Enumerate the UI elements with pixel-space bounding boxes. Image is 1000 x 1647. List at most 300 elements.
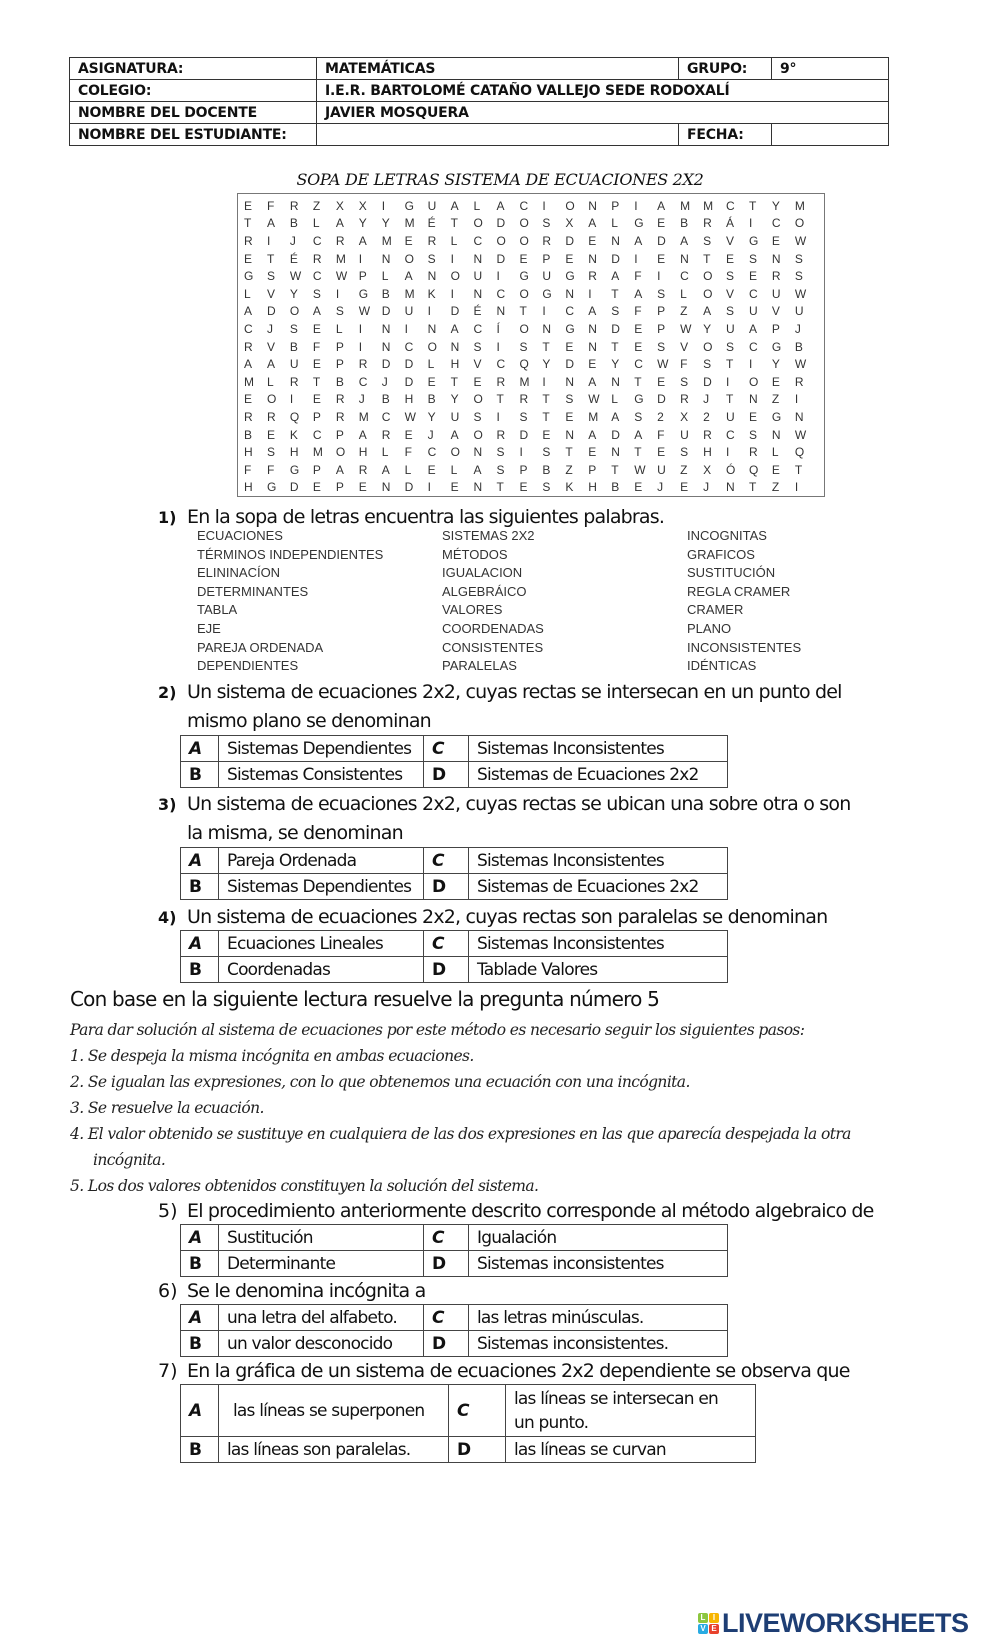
wordsearch-letter[interactable]: R [703,216,712,231]
wordsearch-letter[interactable]: N [381,321,391,336]
wordsearch-letter[interactable]: H [289,445,299,460]
wordsearch-letter[interactable]: O [519,233,529,248]
wordsearch-letter[interactable]: H [703,445,712,460]
wordsearch-letter[interactable]: O [794,216,805,231]
wordsearch-letter[interactable]: H [450,357,460,372]
wordsearch-letter[interactable]: T [748,198,757,213]
liveworksheets-logo[interactable] [698,1608,969,1639]
wordsearch-letter[interactable]: S [680,445,689,460]
wordsearch-letter[interactable]: T [794,462,803,477]
wordsearch-letter[interactable]: R [588,269,597,284]
wordsearch-letter[interactable]: F [657,427,665,442]
wordsearch-letter[interactable]: T [542,392,550,407]
wordsearch-letter[interactable]: Y [358,216,367,231]
wordsearch-letter[interactable]: N [794,409,804,424]
wordsearch-letter[interactable]: X [358,198,367,213]
wordsearch-letter[interactable]: R [244,339,253,354]
wordsearch-letter[interactable]: M [519,374,530,389]
option-a[interactable]: Pareja Ordenada [219,848,424,874]
wordsearch-letter[interactable]: Q [519,357,529,372]
wordsearch-letter[interactable]: B [542,462,551,477]
wordsearch-letter[interactable]: I [726,374,730,389]
wordsearch-letter[interactable]: N [473,480,483,495]
wordsearch-letter[interactable]: I [450,251,454,266]
wordsearch-letter[interactable]: C [312,427,322,442]
option-c[interactable]: Sistemas Inconsistentes [469,736,728,762]
option-a[interactable]: Sustitución [219,1225,424,1251]
wordsearch-letter[interactable]: P [542,251,551,266]
wordsearch-letter[interactable]: L [266,374,274,389]
wordsearch-letter[interactable]: L [771,445,779,460]
wordsearch-letter[interactable]: T [565,445,573,460]
wordsearch-letter[interactable]: R [289,374,299,389]
wordsearch-letter[interactable]: B [335,374,344,389]
wordsearch-letter[interactable]: A [358,427,367,442]
wordsearch-letter[interactable]: A [634,286,643,301]
wordsearch-letter[interactable]: 2 [657,409,664,424]
wordsearch-letter[interactable]: N [473,251,483,266]
wordsearch-letter[interactable]: R [244,409,253,424]
wordsearch-letter[interactable]: E [771,233,780,248]
wordsearch-letter[interactable]: G [266,480,277,495]
wordsearch-letter[interactable]: I [519,445,523,460]
wordsearch-letter[interactable]: G [771,409,782,424]
wordsearch-letter[interactable]: G [404,198,415,213]
wordsearch-letter[interactable]: E [565,251,574,266]
option-b[interactable]: Sistemas Consistentes [219,762,424,788]
wordsearch-letter[interactable]: S [312,286,321,301]
wordsearch-letter[interactable]: A [266,357,275,372]
wordsearch-letter[interactable]: É [427,216,436,231]
wordsearch-letter[interactable]: E [312,321,321,336]
wordsearch-letter[interactable]: I [335,286,340,301]
wordsearch-letter[interactable]: A [611,269,620,284]
wordsearch-letter[interactable]: D [266,304,276,319]
wordsearch-letter[interactable]: C [358,374,368,389]
option-a[interactable]: Sistemas Dependientes [219,736,424,762]
wordsearch-letter[interactable]: C [244,321,253,336]
wordsearch-letter[interactable]: D [381,357,391,372]
wordsearch-letter[interactable]: C [748,286,758,301]
wordsearch-letter[interactable]: W [794,427,807,442]
wordsearch-letter[interactable]: R [703,427,712,442]
wordsearch-letter[interactable]: Y [450,392,459,407]
wordsearch-letter[interactable]: O [404,251,415,266]
option-c[interactable]: Sistemas Inconsistentes [469,931,728,957]
wordsearch-letter[interactable]: Y [381,216,390,231]
wordsearch-letter[interactable]: N [588,198,597,213]
wordsearch-letter[interactable]: S [335,304,344,319]
wordsearch-letter[interactable]: B [381,392,390,407]
option-b[interactable]: un valor desconocido [219,1331,424,1357]
wordsearch-letter[interactable]: N [473,286,483,301]
wordsearch-letter[interactable]: C [748,339,758,354]
wordsearch-letter[interactable]: Z [680,304,688,319]
wordsearch-letter[interactable]: D [565,233,575,248]
wordsearch-letter[interactable]: B [611,480,620,495]
option-a[interactable]: una letra del alfabeto. [219,1305,424,1331]
wordsearch-letter[interactable]: S [680,374,689,389]
wordsearch-letter[interactable]: B [381,286,390,301]
wordsearch-letter[interactable]: Y [611,357,620,372]
wordsearch-letter[interactable]: Y [771,198,780,213]
wordsearch-letter[interactable]: F [244,462,252,477]
wordsearch-letter[interactable]: E [404,233,413,248]
wordsearch-letter[interactable]: Y [542,357,551,372]
wordsearch-letter[interactable]: P [335,357,344,372]
wordsearch-letter[interactable]: C [771,216,781,231]
wordsearch-letter[interactable]: Q [748,462,759,477]
wordsearch-letter[interactable]: R [748,445,758,460]
wordsearch-letter[interactable]: N [611,445,620,460]
wordsearch-letter[interactable]: H [358,445,368,460]
wordsearch-letter[interactable]: A [588,427,597,442]
wordsearch-letter[interactable]: T [634,374,642,389]
wordsearch-letter[interactable]: S [542,480,551,495]
wordsearch-letter[interactable]: O [427,339,437,354]
option-b[interactable]: Determinante [219,1251,424,1277]
wordsearch-letter[interactable]: L [312,216,320,231]
wordsearch-letter[interactable]: T [542,409,550,424]
wordsearch-letter[interactable]: E [588,357,597,372]
wordsearch-letter[interactable]: M [404,286,415,301]
option-c[interactable]: Sistemas Inconsistentes [469,848,728,874]
wordsearch-letter[interactable]: G [542,286,552,301]
wordsearch-letter[interactable]: S [542,216,551,231]
wordsearch-letter[interactable]: D [381,304,391,319]
wordsearch-letter[interactable]: Q [794,445,805,460]
wordsearch-letter[interactable]: T [726,357,734,372]
wordsearch-letter[interactable]: U [473,269,483,284]
wordsearch-letter[interactable]: G [771,339,782,354]
wordsearch-letter[interactable]: S [542,445,551,460]
wordsearch-letter[interactable]: R [381,427,391,442]
wordsearch-letter[interactable]: C [404,339,414,354]
wordsearch-letter[interactable]: P [611,198,620,213]
wordsearch-letter[interactable]: A [748,321,757,336]
wordsearch-letter[interactable]: N [450,339,460,354]
wordsearch-letter[interactable]: R [794,374,804,389]
wordsearch-letter[interactable]: Y [771,357,780,372]
wordsearch-letter[interactable]: I [381,198,386,213]
wordsearch-letter[interactable]: C [519,198,529,213]
wordsearch-letter[interactable]: U [657,462,666,477]
wordsearch-letter[interactable]: A [634,233,643,248]
wordsearch-letter[interactable]: N [565,286,575,301]
wordsearch-letter[interactable]: R [335,409,345,424]
wordsearch-letter[interactable]: S [496,445,505,460]
wordsearch-letter[interactable]: S [657,339,666,354]
wordsearch-letter[interactable]: S [703,357,712,372]
wordsearch-letter[interactable]: P [335,339,344,354]
wordsearch-letter[interactable]: E [634,321,643,336]
wordsearch-letter[interactable]: B [680,216,689,231]
wordsearch-letter[interactable]: T [450,216,458,231]
wordsearch-letter[interactable]: V [266,339,275,354]
wordsearch-letter[interactable]: N [427,321,437,336]
wordsearch-letter[interactable]: X [703,462,712,477]
wordsearch-letter[interactable]: L [450,233,458,248]
wordsearch-letter[interactable]: P [358,269,367,284]
option-d[interactable]: Tablade Valores [469,957,728,983]
wordsearch-letter[interactable]: C [381,409,391,424]
wordsearch-letter[interactable]: H [588,480,597,495]
wordsearch-letter[interactable]: Q [289,409,300,424]
wordsearch-letter[interactable]: N [771,251,781,266]
wordsearch-letter[interactable]: I [496,269,500,284]
wordsearch-letter[interactable]: I [358,251,363,266]
wordsearch-letter[interactable]: I [748,216,753,231]
wordsearch-letter[interactable]: O [289,304,300,319]
wordsearch-letter[interactable]: A [404,269,413,284]
wordsearch-letter[interactable]: L [381,269,389,284]
wordsearch-letter[interactable]: U [748,304,758,319]
wordsearch-letter[interactable]: G [634,392,644,407]
wordsearch-letter[interactable]: P [771,321,780,336]
wordsearch-letter[interactable]: O [473,216,483,231]
wordsearch-letter[interactable]: K [289,427,298,442]
wordsearch-letter[interactable]: R [358,357,368,372]
wordsearch-letter[interactable]: B [289,216,298,231]
wordsearch-letter[interactable]: I [358,339,363,354]
wordsearch-letter[interactable]: F [634,304,642,319]
wordsearch-letter[interactable]: P [335,427,344,442]
wordsearch-letter[interactable]: B [244,427,253,442]
wordsearch-letter[interactable]: K [427,286,436,301]
wordsearch-letter[interactable]: A [680,233,689,248]
wordsearch-letter[interactable]: A [588,304,597,319]
wordsearch-letter[interactable]: R [335,392,345,407]
wordsearch-letter[interactable]: A [611,409,620,424]
wordsearch-letter[interactable]: T [611,339,619,354]
wordsearch-letter[interactable]: N [726,480,735,495]
wordsearch-letter[interactable]: N [771,427,781,442]
wordsearch-letter[interactable]: R [771,269,781,284]
wordsearch-letter[interactable]: J [703,480,710,495]
wordsearch-letter[interactable]: C [680,269,689,284]
wordsearch-letter[interactable]: S [266,269,275,284]
wordsearch-letter[interactable]: L [680,286,687,301]
wordsearch-letter[interactable]: T [519,304,527,319]
wordsearch-letter[interactable]: I [542,198,546,213]
wordsearch-letter[interactable]: X [680,409,689,424]
wordsearch-letter[interactable]: C [634,357,643,372]
wordsearch-letter[interactable]: E [588,233,597,248]
wordsearch-letter[interactable]: X [335,198,344,213]
wordsearch-letter[interactable]: J [381,374,388,389]
wordsearch-letter[interactable]: G [565,321,575,336]
option-c[interactable] [506,1385,756,1437]
wordsearch-letter[interactable]: I [657,269,661,284]
wordsearch-letter[interactable]: N [427,269,437,284]
wordsearch-letter[interactable]: E [680,480,689,495]
option-a[interactable]: Ecuaciones Lineales [219,931,424,957]
wordsearch-letter[interactable]: O [335,445,346,460]
wordsearch-letter[interactable]: W [289,269,302,284]
wordsearch-letter[interactable]: J [289,233,296,248]
wordsearch-letter[interactable]: N [381,251,391,266]
wordsearch-letter[interactable]: P [335,480,344,495]
wordsearch-letter[interactable]: D [611,321,620,336]
wordsearch-letter[interactable]: V [680,339,689,354]
wordsearch-letter[interactable]: S [703,233,712,248]
wordsearch-letter[interactable]: E [427,374,436,389]
wordsearch-letter[interactable]: S [565,392,574,407]
wordsearch-letter[interactable]: S [519,409,528,424]
wordsearch-letter[interactable]: S [519,339,528,354]
wordsearch-letter[interactable]: C [726,427,735,442]
wordsearch-letter[interactable]: D [657,233,666,248]
wordsearch-letter[interactable]: E [657,445,666,460]
wordsearch-letter[interactable]: E [244,198,253,213]
wordsearch-letter[interactable]: S [496,462,505,477]
wordsearch-letter[interactable]: M [335,251,346,266]
wordsearch-letter[interactable]: S [794,251,803,266]
wordsearch-letter[interactable]: G [244,269,254,284]
wordsearch-letter[interactable]: M [680,198,691,213]
wordsearch-letter[interactable]: D [450,304,460,319]
wordsearch-letter[interactable]: N [496,304,506,319]
wordsearch-letter[interactable]: N [588,251,597,266]
wordsearch-letter[interactable]: R [244,233,253,248]
wordsearch-letter[interactable]: G [289,462,300,477]
wordsearch-letter[interactable]: A [335,462,344,477]
wordsearch-letter[interactable]: O [266,392,277,407]
wordsearch-letter[interactable]: P [519,462,528,477]
wordsearch-letter[interactable]: R [358,462,368,477]
wordsearch-letter[interactable]: V [473,357,482,372]
wordsearch-letter[interactable]: R [289,198,299,213]
wordsearch-letter[interactable]: B [427,392,436,407]
wordsearch-letter[interactable]: Y [289,286,298,301]
wordsearch-letter[interactable]: I [726,445,730,460]
wordsearch-letter[interactable]: E [266,427,275,442]
wordsearch-letter[interactable]: O [748,374,759,389]
wordsearch-letter[interactable]: I [794,392,799,407]
wordsearch-letter[interactable]: I [404,321,409,336]
wordsearch-letter[interactable]: I [358,321,363,336]
wordsearch-letter[interactable]: T [496,392,504,407]
wordsearch-letter[interactable]: O [496,233,506,248]
wordsearch-letter[interactable]: E [634,339,643,354]
wordsearch-letter[interactable]: N [588,339,597,354]
wordsearch-letter[interactable]: A [450,321,459,336]
wordsearch-letter[interactable]: E [657,251,666,266]
option-b[interactable]: Coordenadas [219,957,424,983]
wordsearch-letter[interactable]: A [244,304,253,319]
wordsearch-letter[interactable]: N [381,339,391,354]
wordsearch-letter[interactable]: D [611,251,620,266]
wordsearch-letter[interactable]: I [634,198,638,213]
wordsearch-letter[interactable]: C [496,357,506,372]
wordsearch-letter[interactable]: A [381,462,390,477]
fecha-field[interactable] [772,124,889,146]
wordsearch-letter[interactable]: T [634,445,642,460]
wordsearch-letter[interactable]: R [427,233,437,248]
option-a[interactable]: las líneas se superponen [219,1385,449,1437]
wordsearch-letter[interactable]: R [496,427,506,442]
wordsearch-letter[interactable]: S [726,339,735,354]
wordsearch-letter[interactable]: F [266,198,275,213]
wordsearch-letter[interactable]: I [289,392,294,407]
wordsearch-letter[interactable]: R [312,251,322,266]
wordsearch-letter[interactable]: M [404,216,415,231]
wordsearch-letter[interactable]: U [726,409,735,424]
wordsearch-letter[interactable]: D [404,357,414,372]
wordsearch-letter[interactable]: E [519,251,528,266]
wordsearch-letter[interactable]: N [565,374,575,389]
wordsearch-letter[interactable]: J [794,321,801,336]
wordsearch-letter[interactable]: M [244,374,254,389]
wordsearch-letter[interactable]: I [588,286,592,301]
wordsearch-letter[interactable]: E [312,480,321,495]
wordsearch-letter[interactable]: D [496,251,506,266]
wordsearch-letter[interactable]: Á [726,216,735,231]
wordsearch-letter[interactable]: S [657,286,666,301]
wordsearch-letter[interactable]: Z [680,462,688,477]
wordsearch-letter[interactable]: E [358,480,367,495]
wordsearch-letter[interactable]: D [611,427,620,442]
wordsearch-letter[interactable]: W [588,392,600,407]
wordsearch-letter[interactable]: C [312,233,322,248]
wordsearch-letter[interactable]: I [427,480,431,495]
wordsearch-letter[interactable]: I [427,304,431,319]
wordsearch-letter[interactable]: T [542,339,550,354]
wordsearch-letter[interactable]: E [427,462,436,477]
wordsearch-letter[interactable]: M [312,445,323,460]
wordsearch-letter[interactable]: H [404,392,414,407]
wordsearch-letter[interactable]: Y [427,409,436,424]
wordsearch-letter[interactable]: J [266,321,273,336]
wordsearch-letter[interactable]: F [266,462,275,477]
wordsearch-letter[interactable]: D [519,427,529,442]
wordsearch-letter[interactable]: E [565,339,574,354]
wordsearch-letter[interactable]: G [634,216,644,231]
wordsearch-letter[interactable]: I [266,233,271,248]
wordsearch-letter[interactable]: É [289,251,298,266]
wordsearch-letter[interactable]: A [657,198,666,213]
wordsearch-letter[interactable]: A [450,427,459,442]
wordsearch-letter[interactable]: A [266,216,275,231]
wordsearch-letter[interactable]: G [748,233,759,248]
wordsearch-letter[interactable]: T [312,374,321,389]
wordsearch-letter[interactable]: C [473,233,483,248]
wordsearch-letter[interactable]: C [565,304,575,319]
option-b[interactable]: Sistemas Dependientes [219,874,424,900]
estudiante-field[interactable] [317,124,679,146]
wordsearch-letter[interactable]: E [771,374,780,389]
wordsearch-letter[interactable]: T [496,480,504,495]
wordsearch-letter[interactable]: V [266,286,275,301]
wordsearch-letter[interactable]: W [335,269,348,284]
wordsearch-letter[interactable]: I [496,409,500,424]
wordsearch-letter[interactable]: P [657,304,666,319]
wordsearch-letter[interactable]: C [496,286,506,301]
wordsearch-letter[interactable]: J [703,392,710,407]
wordsearch-letter[interactable]: W [634,462,646,477]
wordsearch-letter[interactable]: T [703,251,711,266]
wordsearch-grid[interactable] [237,193,825,497]
option-d[interactable]: Sistemas de Ecuaciones 2x2 [469,874,728,900]
wordsearch-letter[interactable]: E [771,462,780,477]
wordsearch-letter[interactable]: L [335,321,343,336]
wordsearch-letter[interactable]: N [611,374,620,389]
wordsearch-letter[interactable]: S [748,251,757,266]
wordsearch-letter[interactable]: C [312,269,322,284]
wordsearch-letter[interactable]: O [519,286,529,301]
option-d[interactable]: Sistemas de Ecuaciones 2x2 [469,762,728,788]
wordsearch-letter[interactable]: A [496,198,505,213]
